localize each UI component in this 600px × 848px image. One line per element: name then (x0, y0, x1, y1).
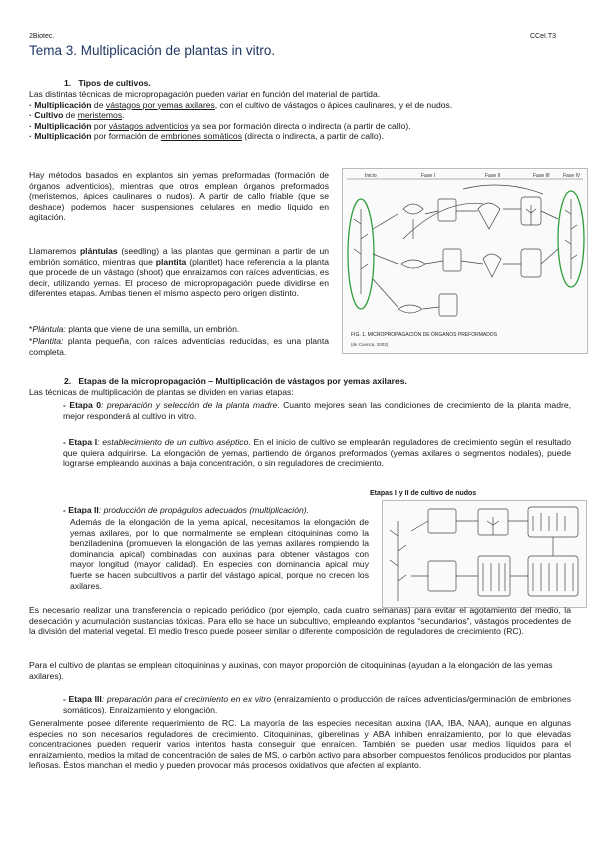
phase-label: Fase II (485, 173, 501, 179)
figure-source: (de Cuenca, 2003) (351, 342, 389, 347)
stage-2: - Etapa II: producción de propágulos adecuados (multiplicación). (63, 505, 310, 515)
section-1-body (29, 89, 571, 142)
section-1-heading: 1. Tipos de cultivos. (64, 78, 151, 88)
paragraph-rooting: Generalmente posee diferente requerimiento de RC. La mayoría de las especies necesitan auxina (IAA, IBA, NAA), aunque en algunas especies no son necesarios reguladores de crecimiento. Citoquininas, giberelinas y ABA inhiben enraizamiento, por lo que elevadas concentraciones pueden requerir varios intentos hasta conseguir que enraícen. También se pueden usar medios líquidos para el enraizamiento, medios la mitad de concentración de sales de MS, o carbón activo para absorber compuestos fenólicos producidos por plantas leñosas. Éstos manchan el medio y pueden provocar más procesos oxidativos que afecten al explanto. (29, 718, 571, 771)
paragraph-methods: Hay métodos basados en explantos sin yemas preformadas (formación de órganos adventicios), mientras que otros emplean órganos preformados (meristemos, ápices caulinares o nudos). A partir de callo friable (que se deshace) podemos hacer suspensiones celulares en medio líquido en agitación. (29, 170, 329, 223)
paragraph-subculture: Es necesario realizar una transferencia o repicado periódico (por ejemplo, cada cuatro semanas) para evitar el agotamiento del medio, la desecación y acumulación sustancias tóxicas. Para ello se hace un subcultivo, empleando explantos “secundarios”, vástagos procedentes de la división del material vegetal. El medio fresco puede poseer similar o diferente composición de reguladores de crecimiento (RC). (29, 605, 571, 637)
stage-2-text: Además de la elongación de la yema apical, necesitamos la elongación de yemas axilares, por lo que normalmente se emplean citoquininas como la benziladenina (promueven la elongación de las yemas axilares rompiendo la dominancia apical) combinadas con auxinas para obtener vástagos con mayor longitud (mayor calidad). En especies con dominancia apical muy fuerte se hacen subcultivos a partir del vástago apical, porque no crecen los axilares. (70, 517, 369, 591)
phase-label: Fase III (533, 173, 550, 179)
list-item: · Multiplicación de vástagos por yemas axilares, con el cultivo de vástagos o ápices caulinares, y el de nudos. (29, 99, 453, 110)
paragraph-cytokinins: Para el cultivo de plantas se emplean citoquininas y auxinas, con mayor proporción de citoquininas (ayudan a la elongación de las yemas axilares). (29, 660, 553, 681)
list-item: · Multiplicación por vástagos adventicios ya sea por formación directa o indirecta (a partir de callo). (29, 120, 411, 131)
micropropagation-diagram (343, 169, 587, 353)
figure-2-title: Etapas I y II de cultivo de nudos (370, 490, 477, 497)
header-left: 2Biotec. (29, 33, 55, 40)
note-plantula: *Plántula: planta que viene de una semilla, un embrión. (29, 324, 240, 334)
header-right: CCeI.T3 (530, 33, 557, 40)
phase-label: Fase IV (563, 173, 581, 179)
micropropagation-figure (342, 168, 588, 354)
stage-0: - Etapa 0: preparación y selección de la planta madre. Cuanto mejores sean las condiciones de crecimiento de la planta madre, mejor responderá al cultivo in vitro. (63, 400, 572, 421)
section-2-intro: Las técnicas de multiplicación de plantas se dividen en varias etapas: (29, 387, 294, 397)
note-plantita: *Plantita: planta pequeña, con raíces adventicias reducidas, es una planta completa. (29, 336, 329, 357)
phase-label: Fase I (421, 173, 435, 179)
stage-1: - Etapa I: establecimiento de un cultivo aséptico. En el inicio de cultivo se emplearán reguladores de crecimiento según el resultado que quiera adquirirse. La elongación de yemas, partiendo de órganos preformados (yemas axilares o segmentos nodales), puede lograrse empleando auxinas a baja concentración, o sin reguladores de crecimiento. (63, 437, 571, 469)
figure-caption: FIG. 1. MICROPROPAGACIÓN DE ÓRGANOS PREFORMADOS (351, 332, 498, 338)
section-2-heading: 2. Etapas de la micropropagación – Multiplicación de vástagos por yemas axilares. (64, 376, 407, 386)
phase-label: Inicio (365, 173, 377, 179)
list-item: · Cultivo de meristemos. (29, 110, 125, 121)
page-title: Tema 3. Multiplicación de plantas in vitro. (29, 43, 276, 58)
stage-3: - Etapa III: preparación para el crecimiento en ex vitro (enraizamiento o producción de raíces adventicias/germinación de embriones somáticos). Enraizamiento y elongación. (63, 694, 572, 715)
nodal-culture-diagram (383, 501, 586, 607)
section-1-intro: Las distintas técnicas de micropropagación pueden variar en función del material de partida. (29, 89, 381, 99)
paragraph-plantulas: Llamaremos plántulas (seedling) a las plantas que germinan a partir de un embrión somático, mientras que plantita (plantlet) hace referencia a la planta que procede de un vástago (shoot) que enraizamos con raíces adventicias, es decir, utilizando yemas. El proceso de micropropagación puede dividirse en diferentes etapas. Ambas tienen el mismo aspecto pero origen distinto. (29, 246, 330, 299)
nodal-culture-figure (382, 500, 587, 608)
list-item: · Multiplicación por formación de embriones somáticos (directa o indirecta, a partir de callo). (29, 131, 384, 142)
